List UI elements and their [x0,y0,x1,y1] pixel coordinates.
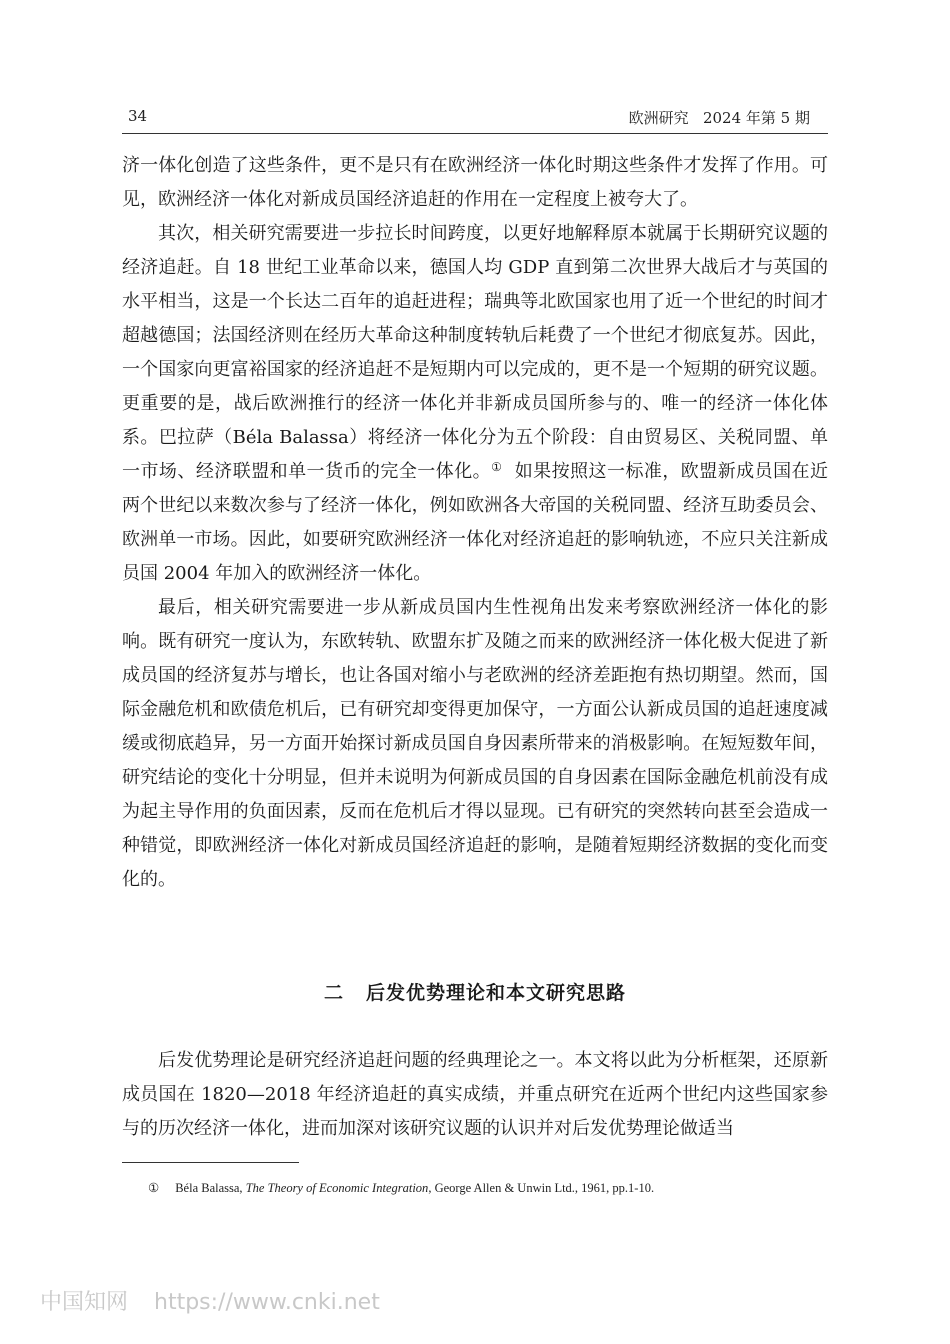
footnote-reference[interactable]: ① [491,460,503,474]
watermark-brand: 中国知网 [40,1290,129,1315]
footnote-mark: ① [148,1181,160,1195]
paragraph-fourth: 后发优势理论是研究经济追赶问题的经典理论之一。本文将以此为分析框架，还原新成员国在 1820—2018 年经济追赶的真实成绩，并重点研究在近两个世纪内这些国家参与的历次经济一体化，进而加深对该研究议题的认识并对后发优势理论做适当 [122,1050,828,1139]
issue-label: 2024 年第 5 期 [702,109,810,127]
paragraph-third: 最后，相关研究需要进一步从新成员国内生性视角出发来考察欧洲经济一体化的影响。既有研究一度认为，东欧转轨、欧盟东扩及随之而来的欧洲经济一体化极大促进了新成员国的经济复苏与增长，也让各国对缩小与老欧洲的经济差距抱有热切期望。然而，国际金融危机和欧债危机后，已有研究却变得更加保守，一方面公认新成员国的追赶速度减缓或彻底趋异，另一方面开始探讨新成员国自身因素所带来的消极影响。在短短数年间，研究结论的变化十分明显，但并未说明为何新成员国的自身因素在国际金融危机前没有成为起主导作用的负面因素，反而在危机后才得以显现。已有研究的突然转向甚至会造成一种错觉，即欧洲经济一体化对新成员国经济追赶的影响，是随着短期经济数据的变化而变化的。 [122,597,828,890]
section-title: 后发优势理论和本文研究思路 [366,982,627,1004]
footnote-book-title: The Theory of Economic Integration [245,1181,429,1195]
journal-name: 欧洲研究 [628,109,689,127]
running-title [629,107,810,128]
paragraph-second-text-cont: 如果按照这一标准，欧盟新成员国在近两个世纪以来数次参与了经济一体化，例如欧洲各大帝国的关税同盟、经济互助委员会、欧洲单一市场。因此，如要研究欧洲经济一体化对经济追赶的影响轨迹，不应只关注新成员国 2004 年加入的欧洲经济一体化。 [122,461,828,584]
page-number: 34 [128,107,148,125]
paragraph-second [122,217,828,591]
body-block-1 [122,149,828,897]
cnki-watermark [40,1285,380,1316]
section-heading [122,978,828,1005]
body-block-2 [122,1044,828,1146]
footnote-rule [122,1162,299,1163]
footnote-rest: , George Allen & Unwin Ltd., 1961, pp.1-10. [428,1181,655,1195]
header-rule [122,133,828,134]
page-header [122,104,828,130]
paragraph-continued: 济一体化创造了这些条件，更不是只有在欧洲经济一体化时期这些条件才发挥了作用。可见，欧洲经济一体化对新成员国经济追赶的作用在一定程度上被夸大了。 [122,155,828,210]
footnote [148,1180,828,1196]
paragraph-second-text: 其次，相关研究需要进一步拉长时间跨度，以更好地解释原本就属于长期研究议题的经济追赶。自 18 世纪工业革命以来，德国人均 GDP 直到第二次世界大战后才与英国的水平相当，这是一个长达二百年的追赶进程；瑞典等北欧国家也用了近一个世纪的时间才超越德国；法国经济则在经历大革命这种制度转轨后耗费了一个世纪才彻底复苏。因此，一个国家向更富裕国家的经济追赶不是短期内可以完成的，更不是一个短期的研究议题。更重要的是，战后欧洲推行的经济一体化并非新成员国所参与的、唯一的经济一体化体系。巴拉萨（Béla Balassa）将经济一体化分为五个阶段：自由贸易区、关税同盟、单一市场、经济联盟和单一货币的完全一体化。 [122,223,828,482]
watermark-url[interactable]: https://www.cnki.net [154,1290,380,1315]
footnote-author: Béla Balassa, [175,1181,246,1195]
section-number: 二 [323,982,344,1004]
